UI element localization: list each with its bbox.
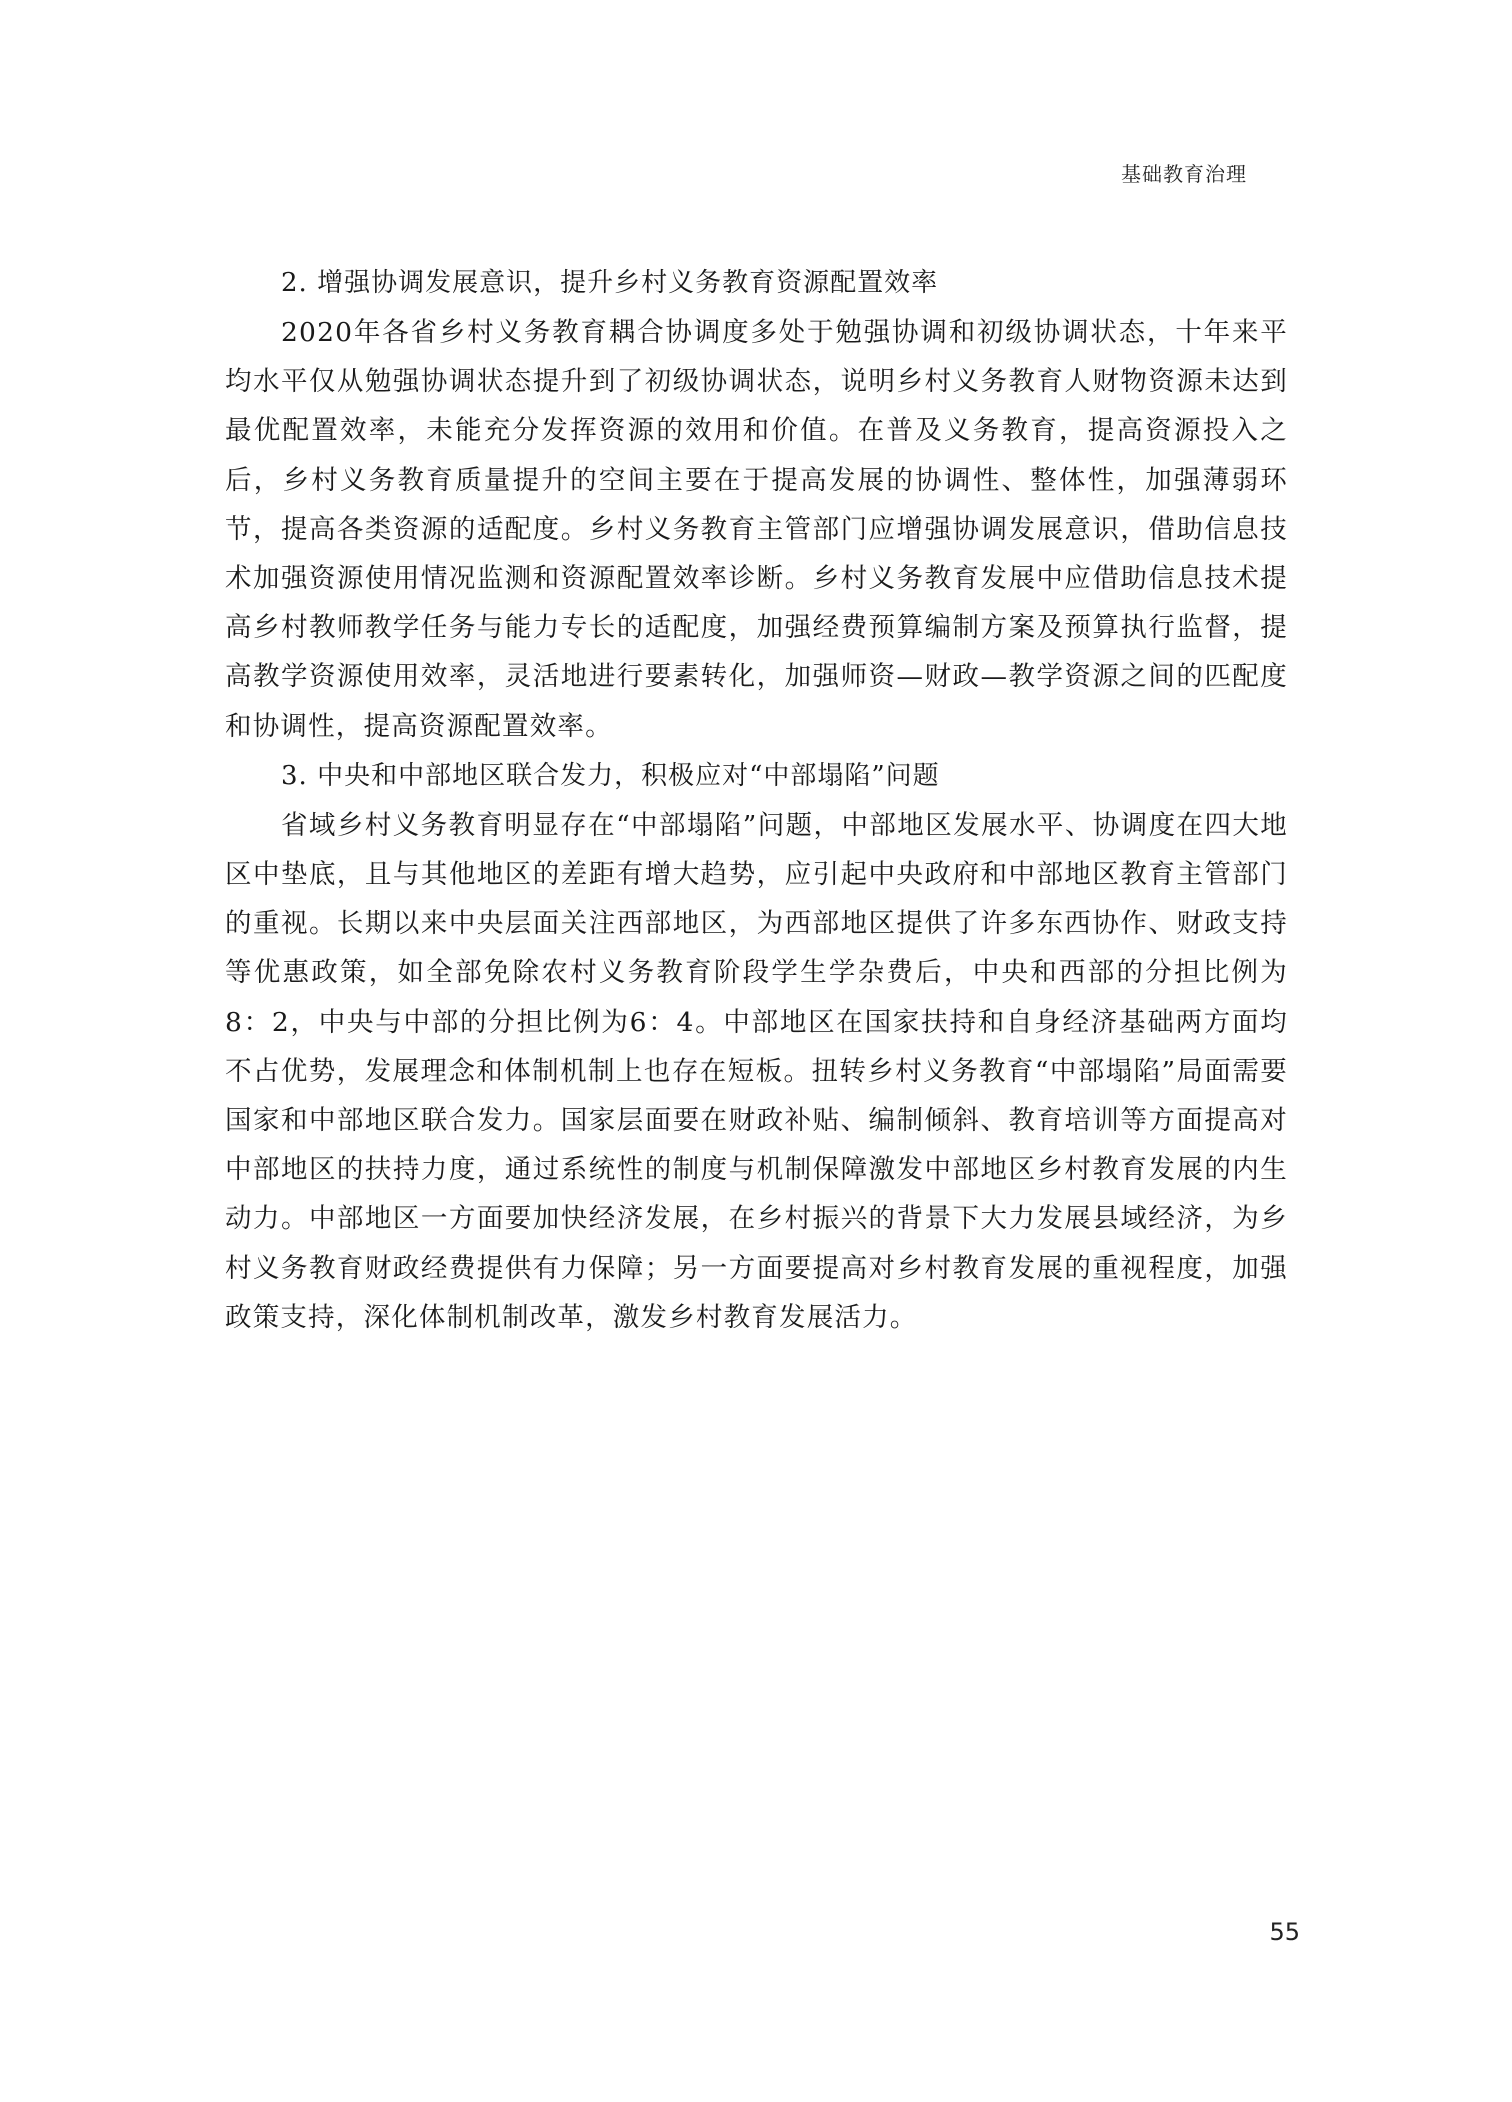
body-content — [225, 258, 1288, 1342]
section-heading-2: 2. 增强协调发展意识，提升乡村义务教育资源配置效率 — [281, 268, 939, 298]
section-heading-3: 3. 中央和中部地区联合发力，积极应对“中部塌陷”问题 — [281, 760, 940, 791]
running-header: 基础教育治理 — [1121, 162, 1247, 186]
page-number: 55 — [1269, 1918, 1300, 1946]
paragraph-section-3: 省域乡村义务教育明显存在“中部塌陷”问题，中部地区发展水平、协调度在四大地区中垫底，且与其他地区的差距有增大趋势，应引起中央政府和中部地区教育主管部门的重视。长期以来中央层面关注西部地区，为西部地区提供了许多东西协作、财政支持等优惠政策，如全部免除农村义务教育阶段学生学杂费后，中央和西部的分担比例为8：2，中央与中部的分担比例为6：4。中部地区在国家扶持和自身经济基础两方面均不占优势，发展理念和体制机制上也存在短板。扭转乡村义务教育“中部塌陷”局面需要国家和中部地区联合发力。国家层面要在财政补贴、编制倾斜、教育培训等方面提高对中部地区的扶持力度，通过系统性的制度与机制保障激发中部地区乡村教育发展的内生动力。中部地区一方面要加快经济发展，在乡村振兴的背景下大力发展县域经济，为乡村义务教育财政经费提供有力保障；另一方面要提高对乡村教育发展的重视程度，加强政策支持，深化体制机制改革，激发乡村教育发展活力。 — [225, 809, 1288, 1333]
paragraph-section-2: 2020年各省乡村义务教育耦合协调度多处于勉强协调和初级协调状态，十年来平均水平仅从勉强协调状态提升到了初级协调状态，说明乡村义务教育人财物资源未达到最优配置效率，未能充分发挥资源的效用和价值。在普及义务教育，提高资源投入之后，乡村义务教育质量提升的空间主要在于提高发展的协调性、整体性，加强薄弱环节，提高各类资源的适配度。乡村义务教育主管部门应增强协调发展意识，借助信息技术加强资源使用情况监测和资源配置效率诊断。乡村义务教育发展中应借助信息技术提高乡村教师教学任务与能力专长的适配度，加强经费预算编制方案及预算执行监督，提高教学资源使用效率，灵活地进行要素转化，加强师资—财政—教学资源之间的匹配度和协调性，提高资源配置效率。 — [225, 317, 1288, 742]
